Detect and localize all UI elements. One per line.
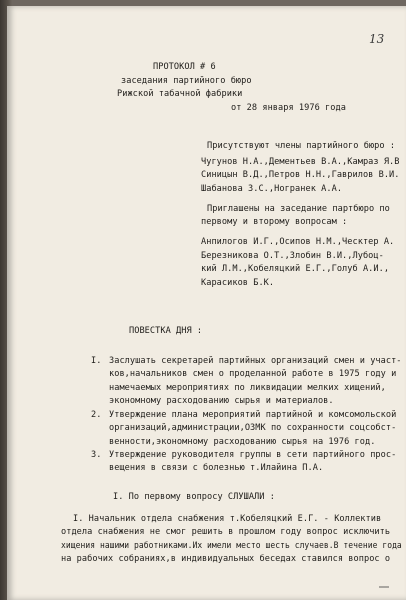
agenda-item-1-number: I. <box>91 356 102 366</box>
agenda-item-3-line-2: вещения в связи с болезнью т.Илайина П.А. <box>109 463 324 473</box>
invited-line-3: кий Л.М.,Кобеляцкий Е.Г.,Голуб А.И., <box>201 264 390 274</box>
invited-line-1: Анпилогов И.Г.,Осипов Н.М.,Ческтер А. <box>201 237 395 247</box>
protocol-subtitle-line-2: Рижской табачной фабрики <box>117 89 243 99</box>
protocol-subtitle-line-1: заседания партийного бюро <box>121 76 252 86</box>
agenda-item-3-line-1: Утверждение руководителя группы в сети партийного прос- <box>109 450 397 460</box>
attendees-line-3: Шабанова З.С.,Ногранек А.А. <box>201 184 343 194</box>
first-question-line-3: хищения нашими работниками.Их имели место шесть случаев.В течение года <box>61 541 402 551</box>
agenda-item-2-line-2: организаций,администрации,ОЗМК по сохранности соцсобст- <box>109 423 397 433</box>
agenda-item-1-line-3: намечаемых мероприятиях по ликвидации мелких хищений, <box>109 383 386 393</box>
margin-mark <box>379 586 389 588</box>
document-page <box>7 6 406 600</box>
invited-heading-line-1: Приглашены на заседание партбюро по <box>207 204 390 214</box>
agenda-item-2-line-1: Утверждение плана мероприятий партийной и комсомольской <box>109 410 397 420</box>
first-question-heading: I. По первому вопросу СЛУШАЛИ : <box>113 492 275 502</box>
agenda-item-1-line-1: Заслушать секретарей партийных организаций смен и участ- <box>109 356 402 366</box>
agenda-item-3-number: 3. <box>91 450 102 460</box>
invited-line-4: Карасиков Б.К. <box>201 278 275 288</box>
agenda-heading: ПОВЕСТКА ДНЯ : <box>129 326 203 336</box>
first-question-line-2: отдела снабжения не смог решить в прошлом году вопрос исключить <box>61 527 391 537</box>
attendees-line-1: Чугунов Н.А.,Дементьев В.А.,Камраз Я.В <box>201 157 400 167</box>
first-question-line-1: I. Начальник отдела снабжения т.Кобеляцкий Е.Г. - Коллектив <box>73 514 382 524</box>
invited-line-2: Березникова О.Т.,Злобин В.И.,Лубоц- <box>201 251 384 261</box>
protocol-title: ПРОТОКОЛ # 6 <box>153 62 216 72</box>
agenda-item-2-line-3: венности,экономному расходованию сырья на 1976 год. <box>109 437 376 447</box>
invited-heading-line-2: первому и второму вопросам : <box>201 217 348 227</box>
agenda-item-2-number: 2. <box>91 410 102 420</box>
protocol-date: от 28 января 1976 года <box>231 103 346 113</box>
attendees-line-2: Синицын В.Д.,Петров Н.Н.,Гаврилов В.И. <box>201 170 400 180</box>
attendees-heading: Присутствуют члены партийного бюро : <box>207 141 396 151</box>
first-question-line-4: на рабочих собраниях,в индивидуальных беседах ставился вопрос о <box>61 554 391 564</box>
agenda-item-1-line-2: ков,начальников смен о проделанной работе в 1975 году и <box>109 369 397 379</box>
page-number: 13 <box>369 32 385 46</box>
agenda-item-1-line-4: экономному расходованию сырья и материалов. <box>109 396 334 406</box>
